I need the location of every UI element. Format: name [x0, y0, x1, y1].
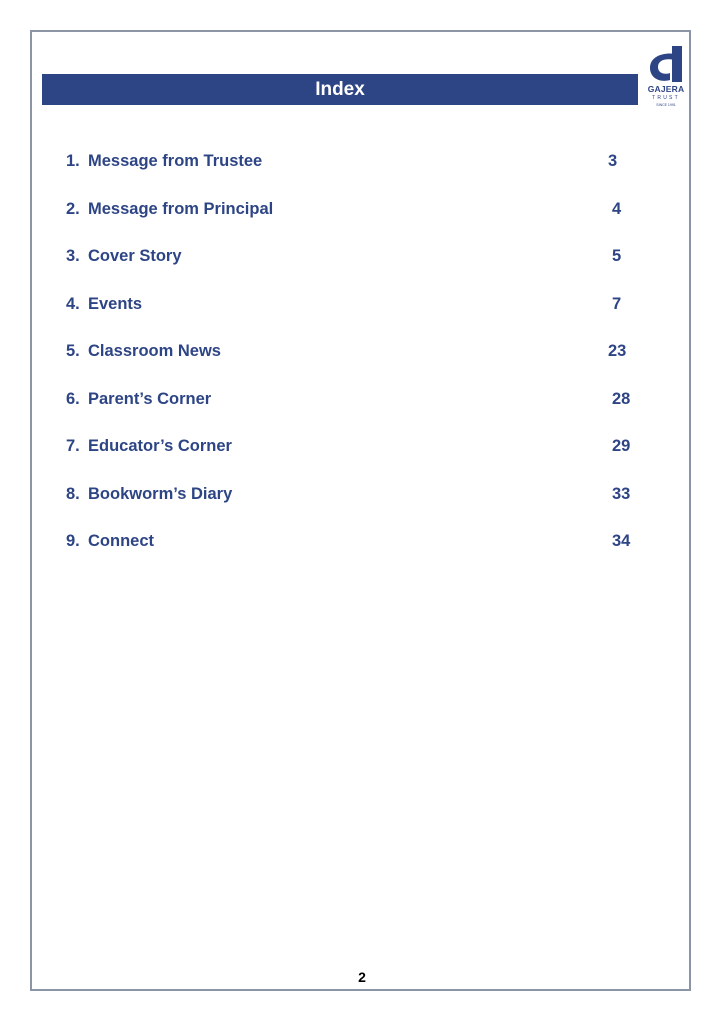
- toc-item-number: 9.: [66, 532, 80, 550]
- toc-item-label: Connect: [88, 532, 154, 550]
- toc-item-connect[interactable]: [66, 529, 646, 553]
- gajera-logo-mark-icon: [642, 44, 690, 84]
- toc-item-label: Educator’s Corner: [88, 437, 232, 455]
- toc-item-number: 5.: [66, 342, 80, 360]
- toc-item-number: 4.: [66, 295, 80, 313]
- toc-item-message-from-principal[interactable]: [66, 197, 646, 221]
- gajera-trust-logo: [642, 44, 690, 116]
- logo-since: SINCE 1991: [656, 103, 676, 107]
- toc-item-number: 2.: [66, 200, 80, 218]
- page-title: Index: [315, 79, 365, 100]
- toc-item-page: 34: [612, 532, 631, 550]
- toc-item-educators-corner[interactable]: [66, 434, 646, 458]
- toc-item-label: Cover Story: [88, 247, 182, 265]
- toc-item-label: Parent’s Corner: [88, 390, 212, 408]
- page-number: 2: [358, 969, 366, 985]
- toc-item-page: 33: [612, 485, 631, 503]
- toc-item-label: Bookworm’s Diary: [88, 485, 233, 503]
- toc-item-page: 29: [612, 437, 631, 455]
- toc-item-page: 4: [612, 200, 622, 218]
- toc-item-bookworms-diary[interactable]: [66, 482, 646, 506]
- toc-item-number: 3.: [66, 247, 80, 265]
- toc-item-number: 1.: [66, 152, 80, 170]
- toc-item-label: Message from Principal: [88, 200, 274, 218]
- toc-item-events[interactable]: [66, 292, 646, 316]
- index-title-bar: [42, 74, 638, 105]
- toc-item-page: 5: [612, 247, 622, 265]
- toc-item-label: Events: [88, 295, 143, 313]
- toc-item-message-from-trustee[interactable]: [66, 149, 646, 173]
- toc-item-label: Message from Trustee: [88, 152, 263, 170]
- toc-item-number: 6.: [66, 390, 80, 408]
- toc-item-page: 7: [612, 295, 622, 313]
- toc-item-classroom-news[interactable]: [66, 339, 646, 363]
- page-frame: [30, 30, 691, 991]
- toc-item-label: Classroom News: [88, 342, 221, 360]
- toc-item-number: 8.: [66, 485, 80, 503]
- toc-item-number: 7.: [66, 437, 80, 455]
- toc-item-page: 28: [612, 390, 631, 408]
- toc-item-cover-story[interactable]: [66, 244, 646, 268]
- toc-item-page: 23: [608, 342, 627, 360]
- logo-wordmark: GAJERA: [647, 84, 685, 94]
- logo-subtitle: TRUST: [652, 95, 680, 101]
- toc-item-parents-corner[interactable]: [66, 387, 646, 411]
- toc-item-page: 3: [608, 152, 618, 170]
